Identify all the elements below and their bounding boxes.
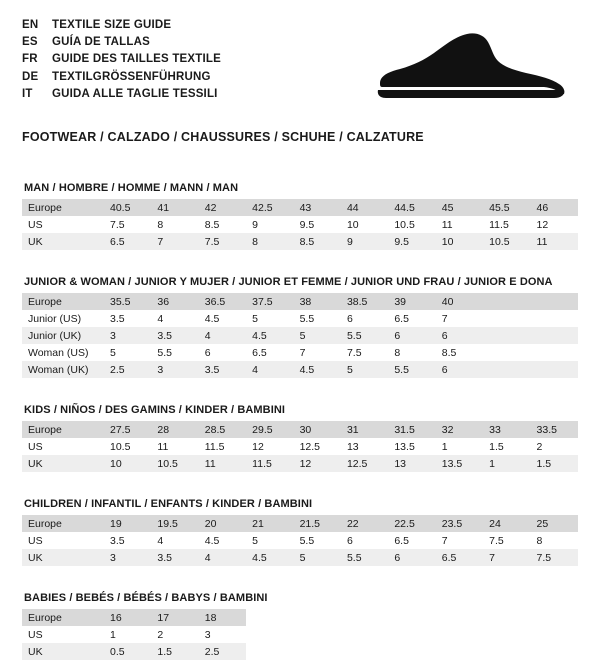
cell: 11 [531,233,578,250]
cell: 10 [436,233,483,250]
size-table-kids [22,421,578,472]
cell [531,310,578,327]
cell: 27.5 [104,421,151,438]
cell: 11.5 [246,455,293,472]
cell: 23.5 [436,515,483,532]
cell: 5 [252,312,259,325]
cell: 1.5 [489,440,504,453]
cell: 31 [341,421,388,438]
table-row [22,233,578,250]
cell: 7 [441,312,448,325]
section-title: JUNIOR & WOMAN / JUNIOR Y MUJER / JUNIOR ET FEMME / JUNIOR UND FRAU / JUNIOR E DONA [24,276,553,288]
cell: 30 [294,421,341,438]
cell: 10 [104,455,151,472]
cell-empty [294,643,341,660]
cell: 6 [204,346,211,359]
cell: 6.5 [104,233,151,250]
cell: 3 [104,549,151,566]
cell: 16 [104,609,151,626]
document-header [22,16,578,114]
cell: 33.5 [531,421,578,438]
cell: 2.5 [199,643,246,660]
cell: 11.5 [489,218,509,231]
cell: 4.5 [204,312,220,325]
cell: 9 [341,233,388,250]
row-label: US [28,534,43,547]
cell-empty [483,643,530,660]
table-row [22,626,578,643]
cell: 12.5 [341,455,388,472]
table-row [22,643,578,660]
table-row [22,199,578,216]
cell: 22.5 [388,515,435,532]
language-row-de [22,70,221,85]
cell-empty [483,609,530,626]
cell: 8 [246,233,293,250]
cell: 6 [346,312,353,325]
cell: 6.5 [252,346,267,359]
cell: 32 [436,421,483,438]
cell-empty [341,626,388,643]
cell: 12 [294,455,341,472]
cell: 29.5 [246,421,293,438]
cell: 19 [104,515,151,532]
cell-empty [483,626,530,643]
section-junior-woman [22,276,578,378]
cell: 5.5 [299,534,315,547]
cell: 20 [199,515,246,532]
row-label: Europe [22,421,104,438]
cell: 5.5 [299,312,315,325]
language-title: TEXTILE SIZE GUIDE [52,19,172,31]
section-children [22,498,578,566]
cell: 6.5 [394,312,409,325]
cell: 6 [388,327,435,344]
cell: 8.5 [441,346,457,359]
cell: 1 [441,440,448,453]
cell: 5 [294,327,341,344]
cell: 17 [151,609,198,626]
cell: 2.5 [104,361,151,378]
cell: 4 [157,534,164,547]
cell: 10 [346,218,359,231]
cell: 5 [110,346,116,359]
cell-empty [531,643,578,660]
cell: 45 [436,199,483,216]
language-title: GUÍA DE TALLAS [52,36,150,49]
language-title: TEXTILGRÖSSENFÜHRUNG [52,70,211,83]
row-label: US [28,440,43,453]
cell-empty [341,643,388,660]
cell: 12 [536,218,549,231]
section-babies [22,592,578,660]
cell: 1.5 [151,643,198,660]
row-label: Junior (US) [28,312,82,325]
cell: 6 [436,327,483,344]
table-row [22,609,578,626]
language-code: DE [22,70,39,83]
section-title: BABIES / BEBÉS / BÉBÉS / BABYS / BAMBINI [24,592,268,604]
cell: 8.5 [294,233,341,250]
cell: 0.5 [104,643,151,660]
cell [531,293,578,310]
cell: 28.5 [199,421,246,438]
cell: 4.5 [204,534,220,547]
cell: 12 [252,440,264,453]
table-row [22,438,578,455]
cell: 21.5 [294,515,341,532]
cell: 5.5 [388,361,435,378]
cell: 5 [252,534,259,547]
cell: 8 [536,534,543,547]
cell: 13.5 [394,440,415,453]
language-list [22,16,221,102]
cell-empty [341,609,388,626]
cell: 9.5 [299,218,315,231]
cell: 7.5 [199,233,246,250]
cell: 4.5 [246,549,293,566]
cell: 3.5 [110,534,125,547]
table-row [22,361,578,378]
row-label: UK [22,455,104,472]
row-label: Europe [22,199,104,216]
cell-empty [388,609,435,626]
cell [531,344,578,361]
row-label: Woman (UK) [22,361,104,378]
cell: 4 [157,312,164,325]
cell: 44 [341,199,388,216]
cell: 45.5 [483,199,530,216]
cell-empty [436,643,483,660]
cell: 4 [199,327,246,344]
cell: 4 [246,361,293,378]
cell: 10.5 [483,233,530,250]
cell: 7.5 [531,549,578,566]
cell: 24 [483,515,530,532]
cell: 25 [531,515,578,532]
cell: 13 [388,455,435,472]
table-row [22,421,578,438]
cell-empty [388,626,435,643]
cell: 36 [151,293,198,310]
cell: 13 [346,440,359,453]
table-row [22,293,578,310]
cell: 40.5 [104,199,151,216]
row-label: Europe [22,293,104,310]
cell: 6.5 [436,549,483,566]
cell: 39 [388,293,435,310]
cell: 5.5 [341,549,388,566]
cell: 7 [483,549,530,566]
cell: 4.5 [294,361,341,378]
cell-empty [294,609,341,626]
cell: 28 [151,421,198,438]
cell: 9.5 [388,233,435,250]
size-table-children [22,515,578,566]
row-label: UK [22,643,104,660]
cell: 1 [110,628,116,641]
language-row-fr [22,52,221,67]
cell: 6 [436,361,483,378]
cell: 11 [199,455,246,472]
cell: 6 [388,549,435,566]
cell: 8 [394,346,401,359]
cell: 3 [104,327,151,344]
cell [483,310,530,327]
cell: 1.5 [531,455,578,472]
cell: 31.5 [388,421,435,438]
cell: 41 [151,199,198,216]
cell: 7 [441,534,448,547]
cell: 22 [341,515,388,532]
cell-empty [531,626,578,643]
cell-empty [246,626,293,643]
cell: 4 [199,549,246,566]
table-row [22,532,578,549]
cell: 6.5 [394,534,409,547]
cell: 19.5 [151,515,198,532]
table-row [22,216,578,233]
cell: 40 [436,293,483,310]
language-title: GUIDE DES TAILLES TEXTILE [52,53,221,66]
cell [531,327,578,344]
cell: 3 [204,628,211,641]
cell: 8 [157,218,164,231]
cell: 13.5 [436,455,483,472]
cell: 21 [246,515,293,532]
cell [483,327,530,344]
cell: 37.5 [246,293,293,310]
cell: 12.5 [299,440,320,453]
cell: 7.5 [110,218,125,231]
language-row-en [22,18,221,33]
cell-empty [388,643,435,660]
table-row [22,549,578,566]
cell [483,293,530,310]
row-label: Europe [22,515,104,532]
cell: 6 [346,534,353,547]
cell: 7 [151,233,198,250]
cell: 5 [341,361,388,378]
cell: 46 [531,199,578,216]
cell: 3.5 [151,549,198,566]
cell: 2 [536,440,543,453]
row-label: Woman (US) [28,346,89,359]
cell: 3 [151,361,198,378]
cell: 5.5 [157,346,172,359]
table-row [22,310,578,327]
cell [483,344,530,361]
cell: 44.5 [388,199,435,216]
language-row-it [22,87,221,102]
section-title: MAN / HOMBRE / HOMME / MANN / MAN [24,182,239,194]
cell: 10.5 [151,455,198,472]
cell: 3.5 [199,361,246,378]
row-label: UK [22,549,104,566]
footwear-section-title: FOOTWEAR / CALZADO / CHAUSSURES / SCHUHE / CALZATURE [22,130,424,144]
cell: 10.5 [394,218,415,231]
language-code: IT [22,87,33,100]
language-row-es [22,35,221,50]
cell-empty [436,609,483,626]
cell: 43 [294,199,341,216]
cell: 7.5 [346,346,362,359]
row-label: Junior (UK) [22,327,104,344]
table-row [22,455,578,472]
size-table-man [22,199,578,250]
cell: 3.5 [151,327,198,344]
cell: 10.5 [110,440,131,453]
row-label: UK [22,233,104,250]
cell: 7.5 [489,534,504,547]
row-label: US [28,628,43,641]
cell [483,361,530,378]
table-row [22,327,578,344]
language-code: EN [22,19,39,31]
table-row [22,515,578,532]
cell-empty [436,626,483,643]
cell-empty [246,643,293,660]
language-code: ES [22,36,38,49]
cell: 5 [294,549,341,566]
section-man [22,182,578,250]
cell: 11 [157,440,169,453]
cell: 5.5 [341,327,388,344]
cell: 8.5 [204,218,220,231]
cell-empty [294,626,341,643]
cell: 42.5 [246,199,293,216]
section-title: KIDS / NIÑOS / DES GAMINS / KINDER / BAMBINI [24,404,286,416]
cell: 2 [157,628,164,641]
table-row [22,344,578,361]
row-label: US [28,218,43,231]
cell-empty [246,609,293,626]
section-kids [22,404,578,472]
dress-shoe-icon [372,28,572,114]
language-code: FR [22,53,38,66]
cell: 9 [252,218,259,231]
cell: 33 [483,421,530,438]
row-label: Europe [22,609,104,626]
cell [531,361,578,378]
cell: 36.5 [199,293,246,310]
cell: 7 [299,346,306,359]
cell: 3.5 [110,312,125,325]
size-table-junior-woman [22,293,578,378]
cell: 1 [483,455,530,472]
cell: 11.5 [204,440,225,453]
cell: 4.5 [246,327,293,344]
cell: 42 [199,199,246,216]
size-table-babies [22,609,578,660]
cell-empty [531,609,578,626]
cell: 35.5 [104,293,151,310]
cell: 38.5 [341,293,388,310]
cell: 11 [441,218,453,231]
cell: 18 [199,609,246,626]
section-title: CHILDREN / INFANTIL / ENFANTS / KINDER / BAMBINI [24,498,313,510]
cell: 38 [294,293,341,310]
language-title: GUIDA ALLE TAGLIE TESSILI [52,87,218,100]
